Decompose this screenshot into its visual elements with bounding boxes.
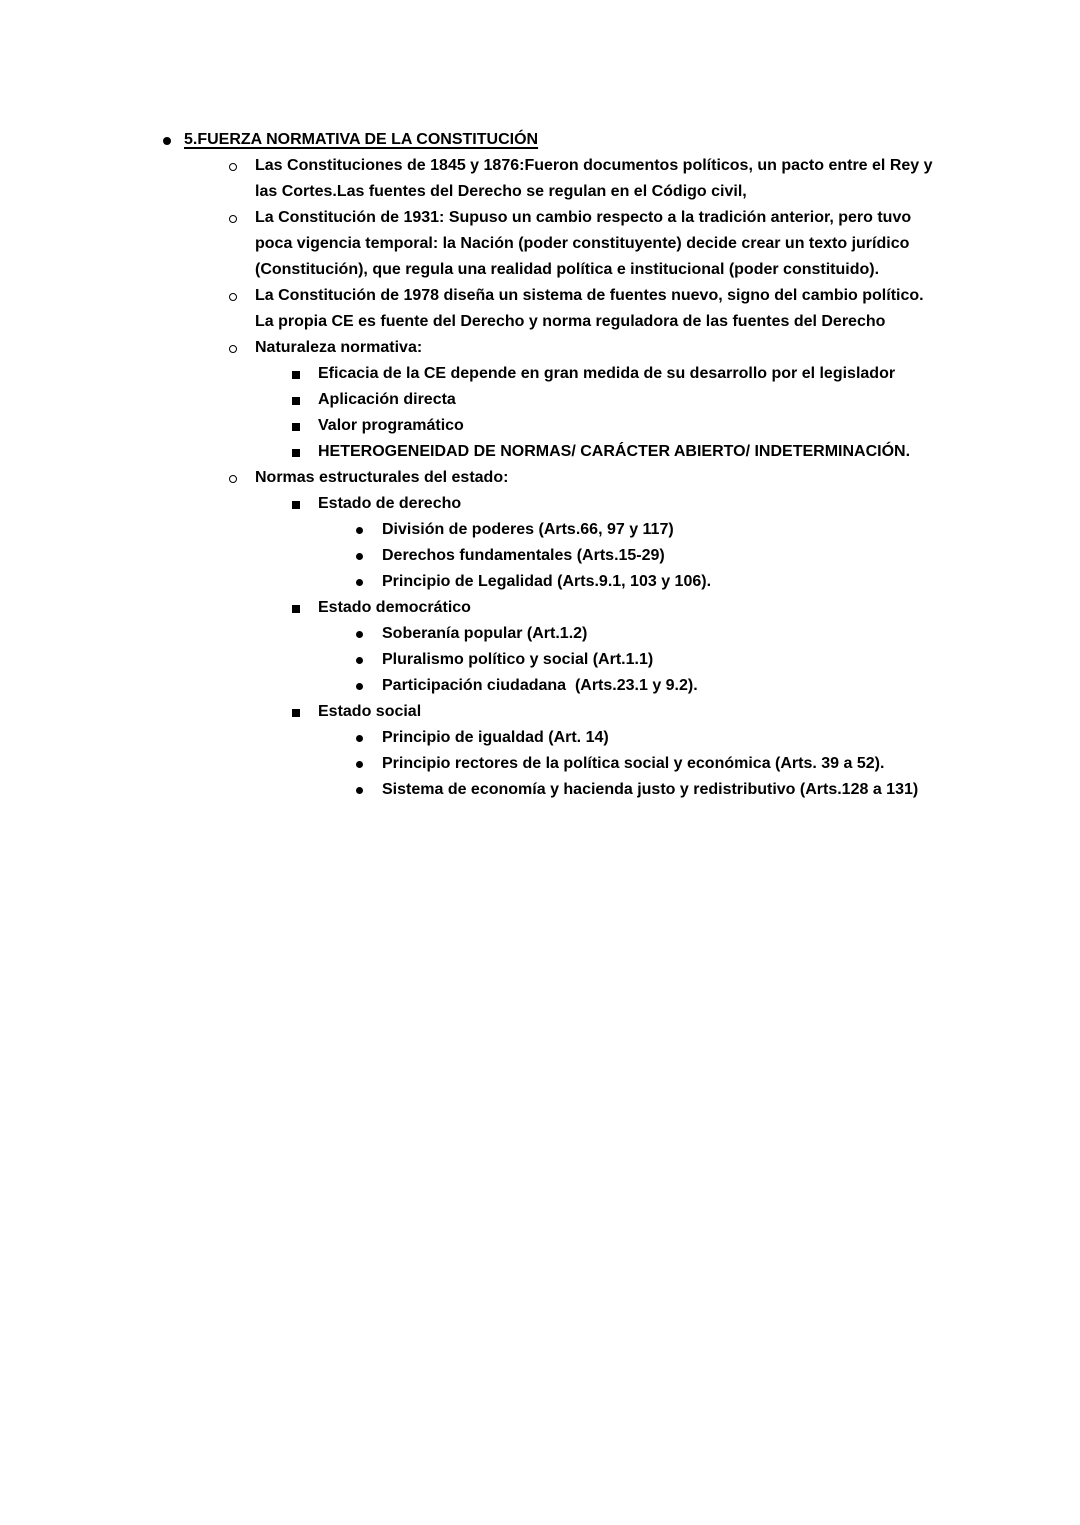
bullet-list [356, 517, 945, 595]
list-item [356, 725, 945, 751]
list-item [356, 569, 945, 595]
list-item [229, 153, 945, 205]
list-item-text: La Constitución de 1931: Supuso un cambio respecto a la tradición anterior, pero tuvo poca vigencia temporal: la Nación (poder constituyente) decide crear un texto jurídico (Constitución), que regula una realidad política e institucional (poder constituido). [255, 209, 912, 278]
list-item [356, 647, 945, 673]
list-item-text: Derechos fundamentales (Arts.15-29) [382, 547, 665, 564]
bullet-square-icon [292, 413, 318, 431]
bullet-square-icon [292, 387, 318, 405]
list-item-text: Eficacia de la CE depende en gran medida de su desarrollo por el legislador [318, 365, 896, 382]
list-item-text: Sistema de economía y hacienda justo y redistributivo (Arts.128 a 131) [382, 781, 919, 798]
bullet-list [292, 361, 945, 465]
list-item [229, 465, 945, 491]
list-item [163, 127, 945, 153]
list-item [356, 777, 945, 803]
bullet-list [229, 153, 945, 803]
bullet-disc-icon [356, 569, 382, 586]
bullet-square-icon [292, 491, 318, 509]
bullet-circle-icon [229, 465, 255, 483]
bullet-disc-icon [356, 751, 382, 768]
list-item [229, 283, 945, 335]
list-item [292, 361, 945, 387]
list-item-text: Valor programático [318, 417, 464, 434]
list-item-text: Principio rectores de la política social y económica (Arts. 39 a 52). [382, 755, 885, 772]
bullet-list [163, 127, 945, 803]
bullet-disc-icon [356, 517, 382, 534]
bullet-list [356, 621, 945, 699]
section-title: 5.FUERZA NORMATIVA DE LA CONSTITUCIÓN [184, 131, 539, 148]
list-item-text: Estado democrático [318, 599, 471, 616]
list-item-text: Estado de derecho [318, 495, 462, 512]
list-item-text: Normas estructurales del estado: [255, 469, 509, 486]
list-item [356, 621, 945, 647]
list-item-text: Estado social [318, 703, 422, 720]
bullet-circle-icon [229, 283, 255, 301]
bullet-disc-icon [356, 543, 382, 560]
list-item-text: División de poderes (Arts.66, 97 y 117) [382, 521, 674, 538]
bullet-disc-icon [356, 725, 382, 742]
list-item-text: Principio de igualdad (Art. 14) [382, 729, 609, 746]
bullet-list [356, 725, 945, 803]
list-item-text: Aplicación directa [318, 391, 456, 408]
list-item [292, 413, 945, 439]
bullet-list [292, 491, 945, 803]
list-item-text: Participación ciudadana (Arts.23.1 y 9.2). [382, 677, 698, 694]
bullet-disc-icon [356, 647, 382, 664]
list-item [356, 543, 945, 569]
list-item [229, 205, 945, 283]
list-item [229, 335, 945, 361]
bullet-circle-icon [229, 335, 255, 353]
list-item-text: HETEROGENEIDAD DE NORMAS/ CARÁCTER ABIERTO/ INDETERMINACIÓN. [318, 443, 911, 460]
list-item-text: Pluralismo político y social (Art.1.1) [382, 651, 654, 668]
bullet-disc-icon [356, 777, 382, 794]
list-item [292, 699, 945, 725]
bullet-square-icon [292, 699, 318, 717]
list-item [356, 517, 945, 543]
list-item [292, 595, 945, 621]
list-item [292, 491, 945, 517]
list-item [292, 439, 945, 465]
bullet-disc-icon [356, 673, 382, 690]
bullet-disc-icon [163, 127, 184, 145]
list-item [356, 751, 945, 777]
bullet-square-icon [292, 439, 318, 457]
list-item [292, 387, 945, 413]
bullet-disc-icon [356, 621, 382, 638]
list-item [356, 673, 945, 699]
bullet-square-icon [292, 361, 318, 379]
list-item-text: Principio de Legalidad (Arts.9.1, 103 y 106). [382, 573, 712, 590]
list-item-text: Naturaleza normativa: [255, 339, 423, 356]
list-item-text: Soberanía popular (Art.1.2) [382, 625, 588, 642]
bullet-circle-icon [229, 153, 255, 171]
bullet-circle-icon [229, 205, 255, 223]
list-item-text: Las Constituciones de 1845 y 1876:Fueron documentos políticos, un pacto entre el Rey y las Cortes.Las fuentes del Derecho se regulan en el Código civil, [255, 157, 933, 200]
bullet-square-icon [292, 595, 318, 613]
list-item-text: La Constitución de 1978 diseña un sistema de fuentes nuevo, signo del cambio político. La propia CE es fuente del Derecho y norma reguladora de las fuentes del Derecho [255, 287, 924, 330]
